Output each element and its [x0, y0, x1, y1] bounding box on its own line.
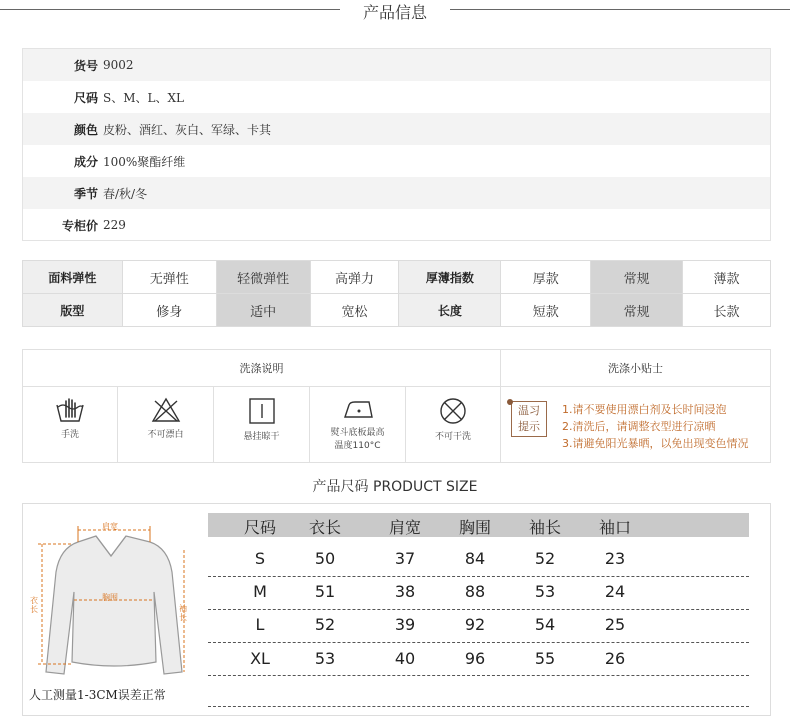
spec-label-fit: 版型: [23, 294, 123, 327]
info-label: 尺码: [73, 90, 98, 105]
wash-instructions-panel: [22, 349, 771, 463]
size-value-cell: 23: [604, 549, 626, 568]
spec-option-selected: 适中: [216, 294, 310, 327]
pin-icon: [507, 399, 513, 405]
size-value-cell: 92: [464, 615, 486, 634]
spec-option-selected: 常规: [591, 261, 683, 294]
wash-label-line2: 温度110°C: [334, 441, 381, 451]
wash-item-no-dry-clean: [406, 387, 501, 463]
spec-option-selected: 轻微弹性: [216, 261, 310, 294]
sketch-label-chest: 胸围: [102, 593, 118, 602]
no-dry-clean-icon: [438, 397, 468, 425]
size-value-cell: 52: [534, 549, 556, 568]
size-value-cell: 96: [464, 649, 486, 668]
size-value-cell: 25: [604, 615, 626, 634]
size-value-cell: 50: [314, 549, 336, 568]
size-value-cell: 55: [534, 649, 556, 668]
size-label-cell: XL: [250, 649, 270, 668]
spec-label-elasticity: 面料弹性: [23, 261, 123, 294]
size-section-title: 产品尺码 PRODUCT SIZE: [312, 479, 478, 495]
info-label: 季节: [73, 186, 98, 201]
size-header-cell: 衣长: [308, 518, 341, 537]
spec-option: 修身: [122, 294, 216, 327]
spec-option: 无弹性: [122, 261, 216, 294]
sketch-label-length: 衣长: [30, 596, 38, 614]
size-value-cell: 54: [534, 615, 556, 634]
info-value: 100%聚酯纤维: [103, 154, 186, 169]
info-row-season: [23, 177, 770, 209]
tip-badge-line: 温习: [518, 404, 540, 417]
hang-dry-icon: [247, 397, 277, 425]
size-row-divider: [208, 675, 749, 676]
info-label: 颜色: [73, 122, 98, 137]
size-value-cell: 26: [604, 649, 626, 668]
iron-icon: [341, 397, 375, 421]
product-info-table: [22, 48, 771, 241]
size-label-cell: M: [253, 582, 267, 601]
info-row-color: [23, 113, 770, 145]
size-value-cell: 53: [534, 582, 556, 601]
tip-list: [562, 401, 749, 452]
size-value-cell: 37: [394, 549, 416, 568]
tip-item: 2.清洗后，请调整衣型进行凉晒: [562, 420, 716, 433]
size-row-divider: [208, 576, 749, 577]
wash-label: 悬挂晾干: [243, 432, 280, 442]
tip-item: 1.请不要使用漂白剂及长时间浸泡: [562, 403, 727, 416]
size-value-cell: 52: [314, 615, 336, 634]
info-label: 成分: [73, 154, 98, 169]
spec-row-elasticity: [23, 261, 771, 294]
section-title: 产品信息: [362, 3, 427, 22]
size-value-cell: 51: [314, 582, 336, 601]
wash-label: 不可漂白: [147, 430, 184, 440]
spec-label-length: 长度: [399, 294, 501, 327]
info-row-price: [23, 209, 770, 241]
info-row-material: [23, 145, 770, 177]
spec-row-fit: [23, 294, 771, 327]
fabric-spec-table: [22, 260, 771, 327]
info-value: 229: [103, 218, 126, 232]
wash-label: 手洗: [60, 430, 79, 440]
measurement-note: 人工测量1-3CM误差正常: [29, 688, 166, 702]
hand-wash-icon: [55, 397, 85, 423]
size-header-cell: 袖口: [598, 518, 631, 537]
info-value: 皮粉、酒红、灰白、军绿、卡其: [103, 122, 272, 137]
size-value-cell: 38: [394, 582, 416, 601]
wash-item-no-bleach: [118, 387, 214, 463]
wash-item-hand-wash: [23, 387, 118, 463]
title-rule-left: [0, 9, 340, 10]
size-value-cell: 24: [604, 582, 626, 601]
spec-option: 宽松: [310, 294, 399, 327]
size-value-cell: 40: [394, 649, 416, 668]
info-value: S、M、L、XL: [103, 90, 184, 105]
tip-badge: [511, 401, 547, 437]
size-header-cell: 胸围: [458, 518, 491, 537]
spec-option: 高弹力: [310, 261, 399, 294]
size-label-cell: L: [255, 615, 265, 634]
wash-item-iron: [310, 387, 406, 463]
spec-option: 薄款: [683, 261, 771, 294]
info-label: 货号: [73, 58, 98, 73]
size-header-cell: 肩宽: [388, 518, 421, 537]
info-row-size: [23, 81, 770, 113]
tip-badge-line: 提示: [518, 420, 540, 433]
size-value-cell: 84: [464, 549, 486, 568]
size-row-divider: [208, 609, 749, 610]
size-value-cell: 53: [314, 649, 336, 668]
wash-item-hang-dry: [214, 387, 310, 463]
title-rule-right: [450, 9, 790, 10]
size-header-cell: 袖长: [528, 518, 561, 537]
info-value: 春/秋/冬: [103, 186, 148, 201]
info-label: 专柜价: [61, 218, 98, 233]
info-row-sku: [23, 49, 770, 81]
wash-title: 洗涤说明: [23, 350, 501, 387]
section-header: [0, 0, 790, 24]
spec-option: 厚款: [501, 261, 591, 294]
tip-item: 3.请避免阳光暴晒，以免出现变色情况: [562, 437, 749, 450]
no-bleach-icon: [151, 397, 181, 423]
size-row-divider: [208, 642, 749, 643]
info-value: 9002: [103, 58, 134, 72]
wash-label: 不可干洗: [434, 432, 471, 442]
spec-label-thickness: 厚薄指数: [399, 261, 501, 294]
sketch-label-shoulder: 肩宽: [102, 522, 118, 531]
size-value-cell: 39: [394, 615, 416, 634]
spec-option-selected: 常规: [591, 294, 683, 327]
spec-option: 短款: [501, 294, 591, 327]
size-row-divider: [208, 706, 749, 707]
wash-tips: [501, 387, 771, 463]
size-value-cell: 88: [464, 582, 486, 601]
size-header-cell: 尺码: [243, 518, 276, 537]
size-label-cell: S: [254, 549, 266, 568]
wash-tips-title: 洗涤小贴士: [501, 350, 770, 387]
wash-label: 熨斗底板最高: [330, 428, 385, 438]
sketch-label-sleeve: 袖长: [179, 604, 187, 622]
spec-option: 长款: [683, 294, 771, 327]
